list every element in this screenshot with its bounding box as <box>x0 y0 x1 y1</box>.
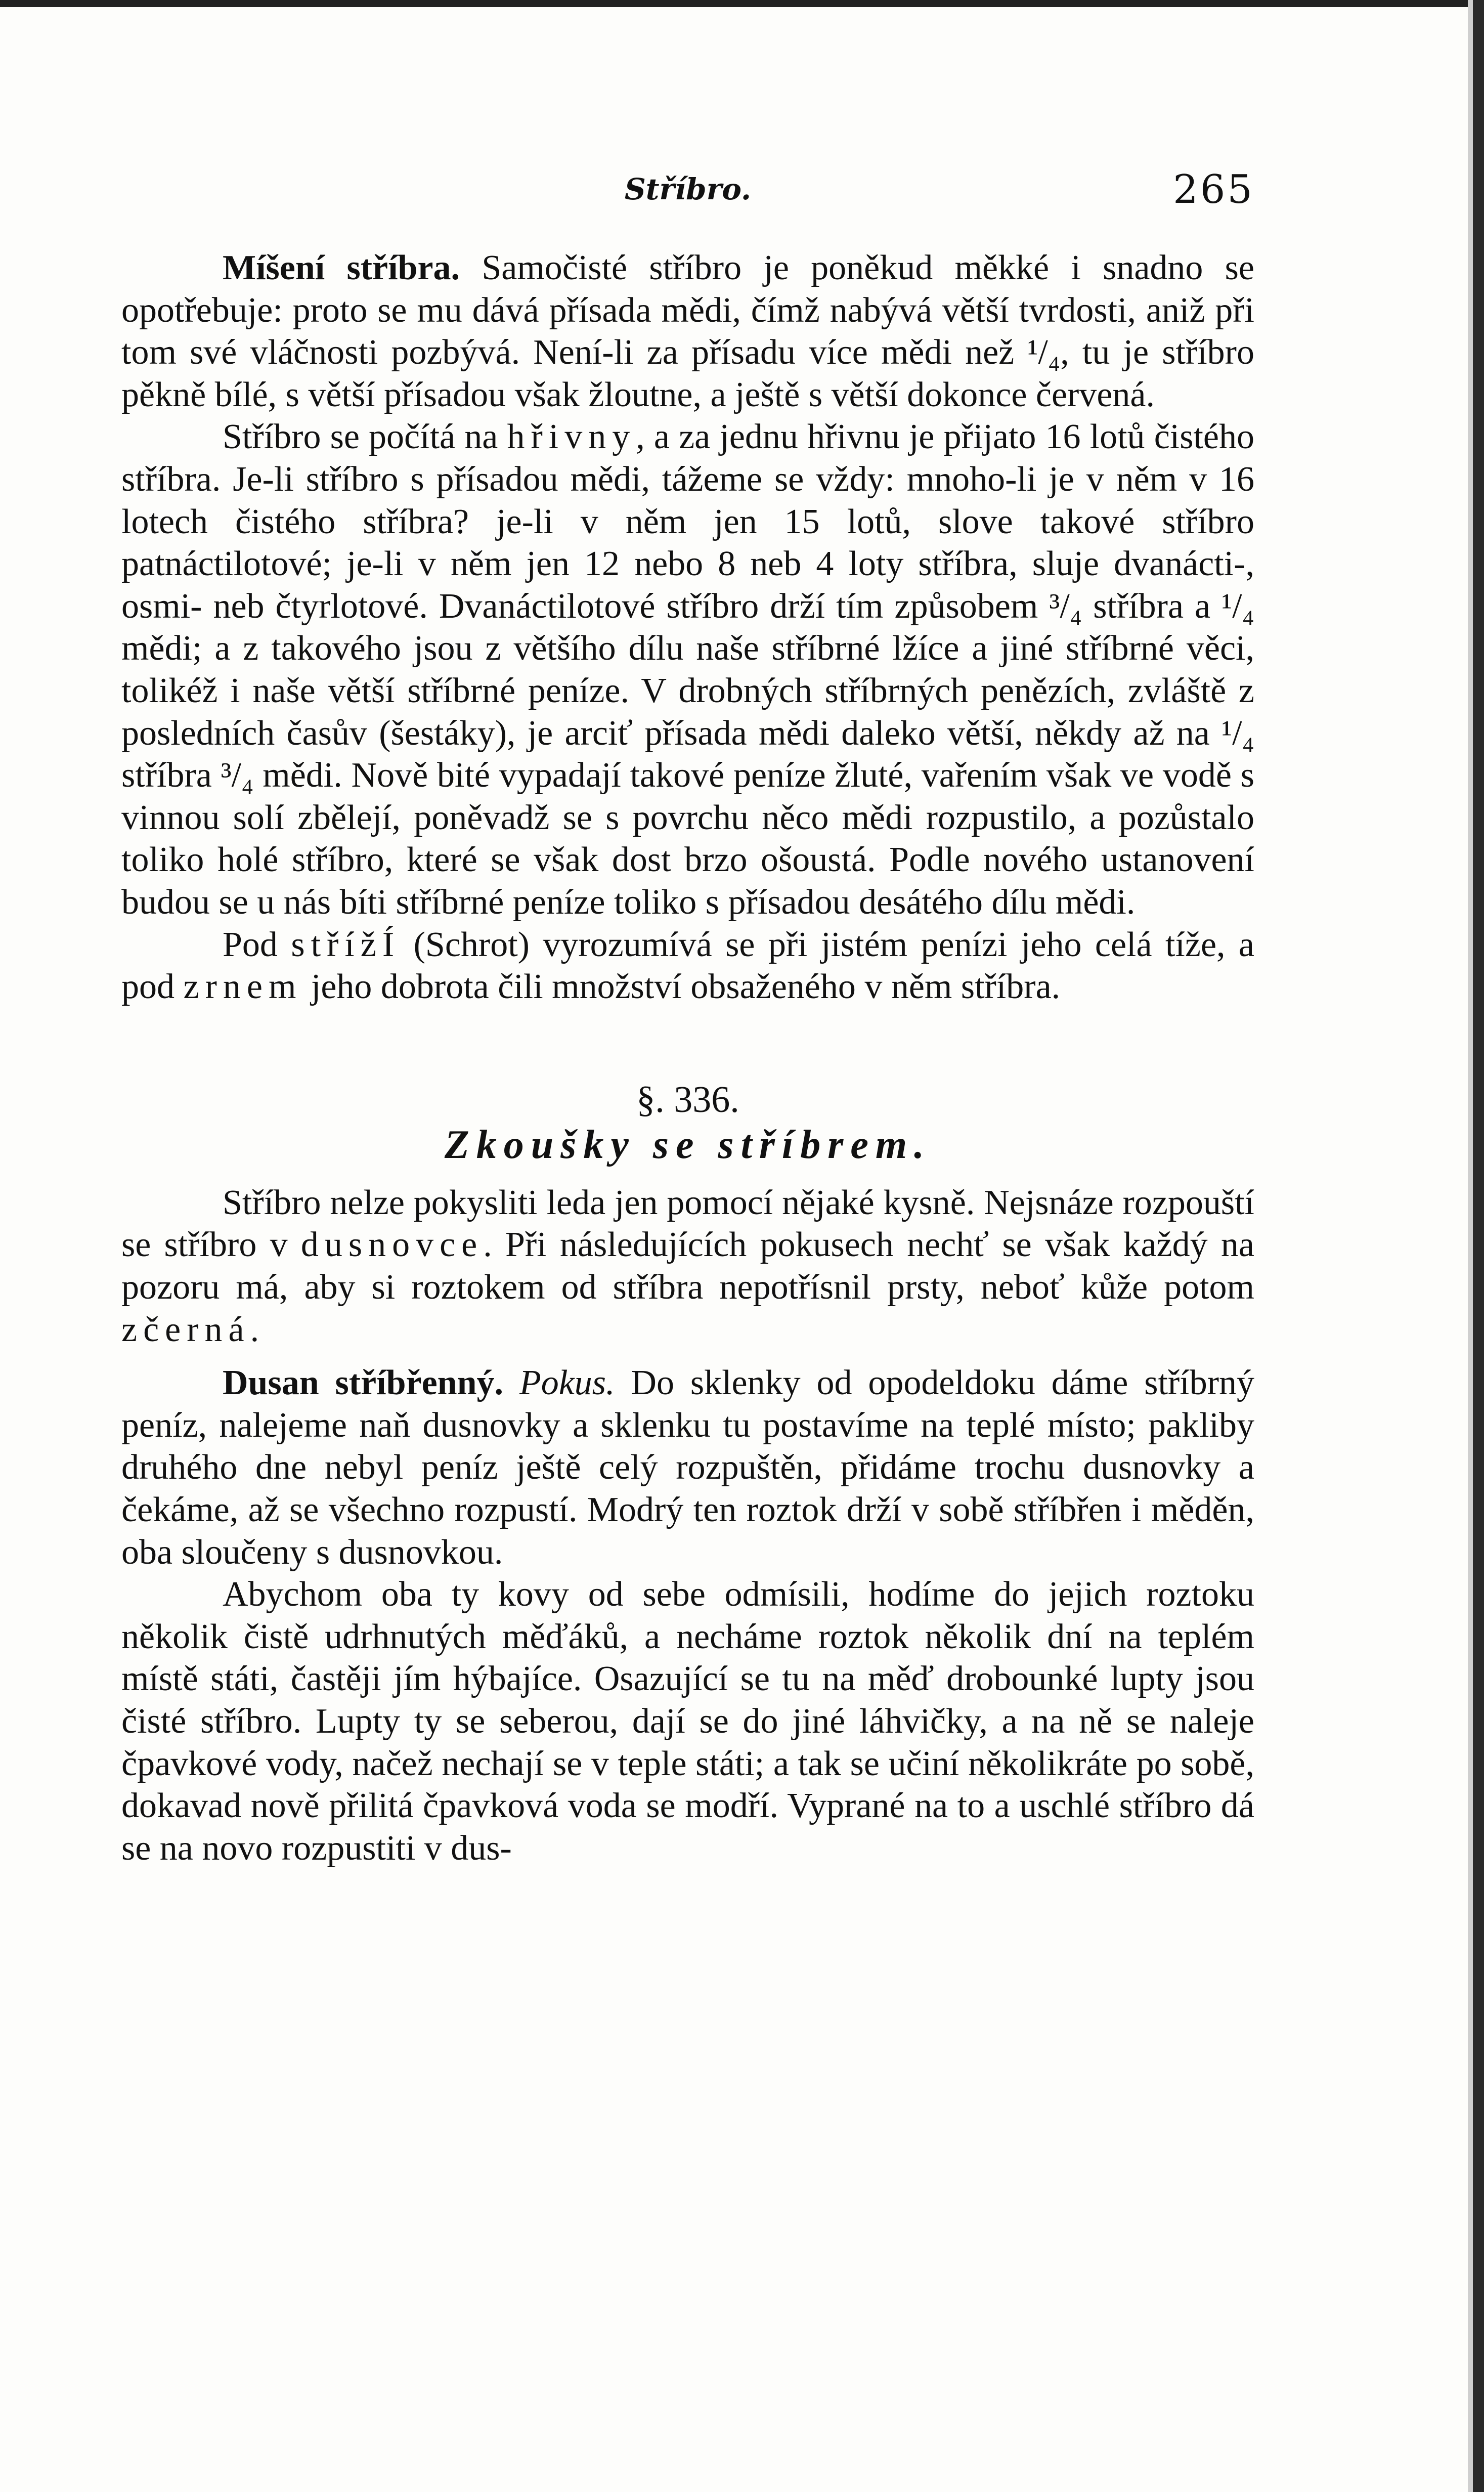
text-run: Abychom oba ty kovy od sebe odmísili, hodíme do jejich roztoku několik čistě udrhnutých měďáků, a necháme roztok několik dní na teplém místě státi, častěji jím hýbajíce. Osazující se tu na měď drobounké lupty jsou čisté stříbro. Lupty ty se seberou, dají se do jiné láhvičky, a na ně se naleje čpavkové vody, načež nechají se v teple státi; a tak se učiní několikráte po sobě, dokavad nově přilitá čpavková voda se modří. Vyprané na to a uschlé stříbro dá se na novo rozpustiti v dus- <box>121 1575 1254 1868</box>
spaced-term: hřivny <box>507 417 636 457</box>
fraction: ³/₄ <box>1049 586 1082 626</box>
scan-edge-right-inner <box>1468 0 1473 2492</box>
fraction: ³/₄ <box>221 756 254 795</box>
paragraph-misseni-stribra <box>121 247 1254 416</box>
text-run: Samočisté stříbro je poněkud měkké i snadno se opotřebuje: proto se mu dává přísada mědi, čímž nabývá větší tvrdosti, aniž při tom své vláčnosti pozbývá. Není-li za přísadu více mědi než <box>121 248 1254 372</box>
page-header <box>121 167 1254 223</box>
spaced-term: dusnovce <box>300 1225 484 1265</box>
spaced-term: střížÍ <box>291 925 401 964</box>
paragraph-strizi <box>121 924 1254 1008</box>
section-title: Zkoušky se stříbrem. <box>444 1123 932 1168</box>
text-run: mědi. Nově bité vypadají takové peníze žluté, vařením však ve vodě s vinnou solí zbělejí, poněvadž se s povrchu něco mědi rozpustilo, a pozůstalo toliko holé stříbro, které se však dost brzo ošoustá. Podle nového ustanovení budou se u nás bíti stříbrné peníze toliko s přísadou desátého dílu mědi. <box>121 756 1255 922</box>
fraction: ¹/₄ <box>1221 586 1254 626</box>
scan-edge-right <box>1473 0 1484 2492</box>
text-run: , tu je stříbro pěkně bílé, s větší přísadou však žloutne, a ještě s větší dokonce červená. <box>121 333 1254 414</box>
paragraph-hrivny <box>121 416 1254 923</box>
fraction: ¹/₄ <box>1027 333 1061 372</box>
text-run: stříbra <box>121 756 221 795</box>
text-run: jeho dobrota čili množství obsaženého v něm stříbra. <box>302 967 1061 1007</box>
running-head: Stříbro. <box>624 172 752 206</box>
paragraph-odmiseni <box>121 1573 1254 1869</box>
paragraph-heading: Dusan stříbřenný. <box>223 1363 504 1403</box>
text-run: Pod <box>223 925 291 964</box>
paragraph-dusan <box>121 1362 1254 1573</box>
spaced-term: zčerná <box>121 1310 250 1349</box>
text-run: . Při následujících pokusech nechť se však každý na pozoru má, aby si roztokem od stříbra nepotřísnil prsty, neboť kůže potom <box>121 1225 1254 1307</box>
fraction: ¹/₄ <box>1221 713 1254 753</box>
text-run: (Schrot) vyrozumívá se při jistém penízi jeho celá tíže, a pod <box>121 925 1254 1007</box>
scan-edge-top <box>0 0 1484 7</box>
text-run: , a za jednu hřivnu je přijato 16 lotů čistého stříbra. Je-li stříbro s přísadou mědi, tážeme se vždy: mnoho-li je v něm v 16 lotech čistého stříbra? je-li v něm jen 15 lotů, slove takové stříbro patnáctilotové; je-li v něm jen 12 nebo 8 neb 4 loty stříbra, sluje dvanácti-, osmi- neb čtyrlotové. Dvanáctilotové stříbro drží tím způsobem <box>121 417 1254 626</box>
paragraph-heading: Míšení stříbra. <box>223 248 460 287</box>
text-run: mědi; a z takového jsou z většího dílu naše stříbrné lžíce a jiné stříbrné věci, tolikéž i naše větší stříbrné peníze. V drobných stříbrných penězích, zvláště z posledních časův (šestáky), je arciť přísada mědi daleko větší, někdy až na <box>121 629 1254 753</box>
section-number: §. 336. <box>636 1079 739 1121</box>
pokus-label: Pokus. <box>519 1363 615 1403</box>
page-body <box>121 247 1254 1869</box>
text-run: Stříbro se počítá na <box>223 417 507 457</box>
spaced-term: zrnem <box>183 967 302 1007</box>
text-run: . <box>250 1310 259 1349</box>
text-run: stříbra a <box>1082 586 1222 626</box>
paragraph-zkousky-intro <box>121 1182 1254 1351</box>
page-number: 265 <box>1173 167 1254 212</box>
text-run: Stříbro nelze pokysliti leda jen pomocí nějaké kysně. Nejsnáze rozpouští se stříbro v <box>121 1183 1254 1265</box>
text-run: Do sklenky od opodeldoku dáme stříbrný peníz, nalejeme naň dusnovky a sklenku tu postavíme na teplé místo; pakliby druhého dne nebyl peníz ještě celý rozpuštěn, přidáme trochu dusnovky a čekáme, až se všechno rozpustí. Modrý ten roztok drží v sobě stříbřen i měděn, oba sloučeny s dusnovkou. <box>121 1363 1254 1572</box>
